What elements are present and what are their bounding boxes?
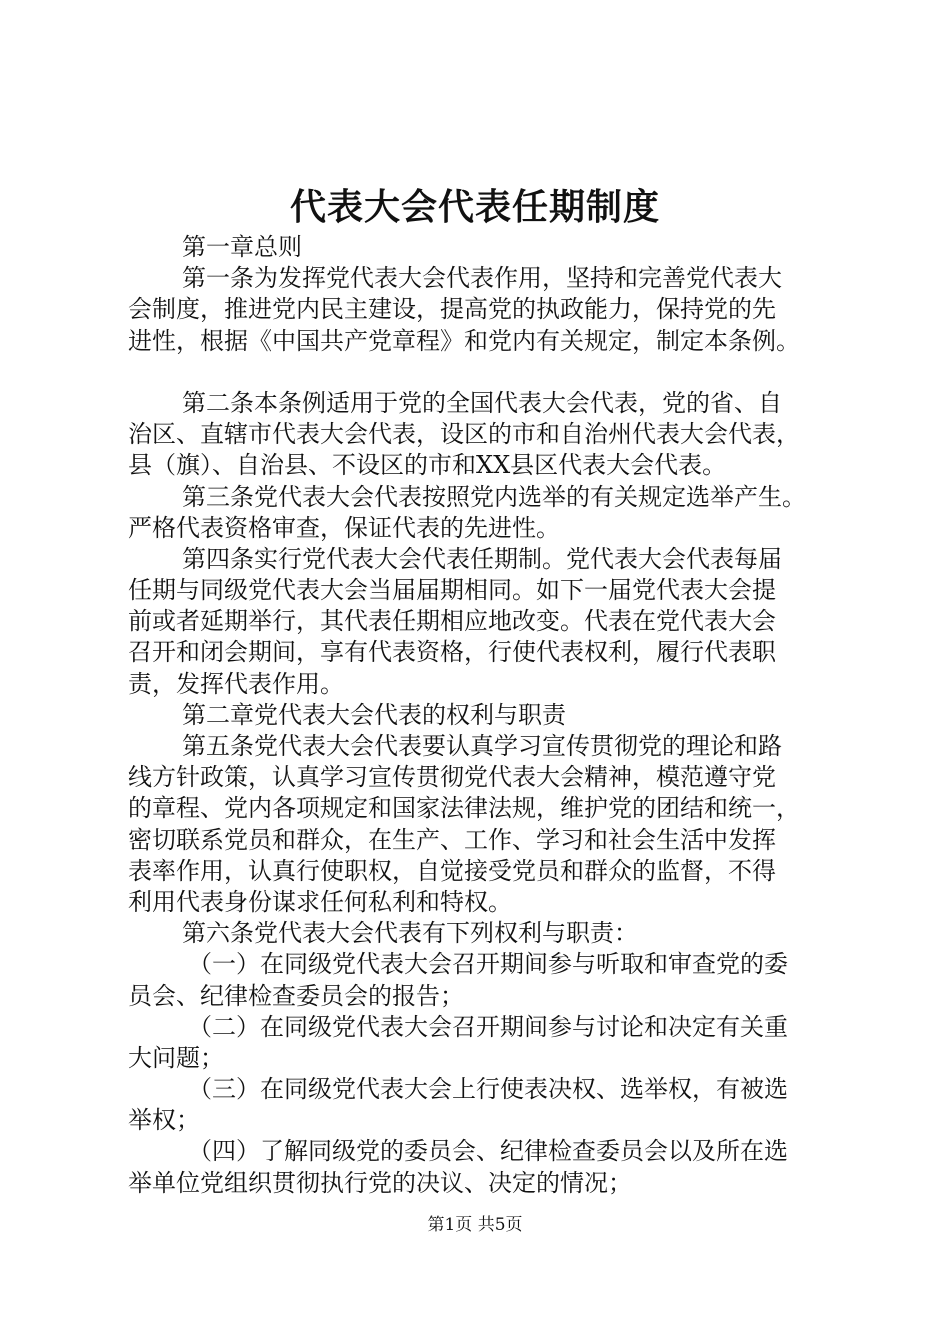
paragraph-line: 任期与同级党代表大会当届届期相同。如下一届党代表大会提 [128,576,776,605]
paragraph-line: 第二条本条例适用于党的全国代表大会代表，党的省、自 [182,388,782,417]
paragraph-line: 召开和闭会期间，享有代表资格，行使代表权利，履行代表职 [128,638,776,667]
paragraph-line: 责，发挥代表作用。 [128,669,344,698]
chapter-heading: 第一章总则 [182,233,302,261]
list-item-line: 员会、纪律检查委员会的报告； [128,981,464,1010]
paragraph-line: 会制度，推进党内民主建设，提高党的执政能力，保持党的先 [128,295,776,324]
paragraph-line: 利用代表身份谋求任何私利和特权。 [128,887,512,916]
paragraph-line: 第三条党代表大会代表按照党内选举的有关规定选举产生。 [182,482,806,511]
list-item-line: （四）了解同级党的委员会、纪律检查委员会以及所在选 [188,1137,788,1166]
paragraph-line: 县（旗）、自治县、不设区的市和XX县区代表大会代表。 [128,451,727,480]
chapter-heading: 第二章党代表大会代表的权利与职责 [182,700,566,729]
paragraph-line: 第四条实行党代表大会代表任期制。党代表大会代表每届 [182,544,782,573]
list-item-line: （一）在同级党代表大会召开期间参与听取和审查党的委 [188,950,788,979]
list-item-line: 大问题； [128,1043,224,1072]
list-item-line: （三）在同级党代表大会上行使表决权、选举权，有被选 [188,1075,788,1104]
paragraph-line: 第六条党代表大会代表有下列权利与职责： [182,919,638,948]
list-item-line: 举权； [128,1106,200,1135]
paragraph-line: 线方针政策，认真学习宣传贯彻党代表大会精神，模范遵守党 [128,763,776,792]
paragraph-line: 治区、直辖市代表大会代表，设区的市和自治州代表大会代表， [128,420,800,449]
document-body [128,232,836,1199]
paragraph-gap [128,357,836,388]
document-title: 代表大会代表任期制度 [289,186,660,228]
paragraph-line: 第五条党代表大会代表要认真学习宣传贯彻党的理论和路 [182,732,782,760]
paragraph-line: 表率作用，认真行使职权，自觉接受党员和群众的监督，不得 [128,856,776,885]
page-number-footer: 第1页 共5页 [427,1215,523,1235]
list-item-line: 举单位党组织贯彻执行党的决议、决定的情况； [128,1168,632,1197]
paragraph-line: 前或者延期举行，其代表任期相应地改变。代表在党代表大会 [128,607,776,636]
paragraph-line: 的章程、党内各项规定和国家法律法规，维护党的团结和统一， [128,794,800,823]
list-item-line: （二）在同级党代表大会召开期间参与讨论和决定有关重 [188,1012,788,1041]
paragraph-line: 进性，根据《中国共产党章程》和党内有关规定，制定本条例。 [128,326,800,355]
paragraph-line: 严格代表资格审查，保证代表的先进性。 [128,513,560,542]
paragraph-line: 第一条为发挥党代表大会代表作用，坚持和完善党代表大 [182,264,782,293]
paragraph-line: 密切联系党员和群众，在生产、工作、学习和社会生活中发挥 [128,825,776,854]
